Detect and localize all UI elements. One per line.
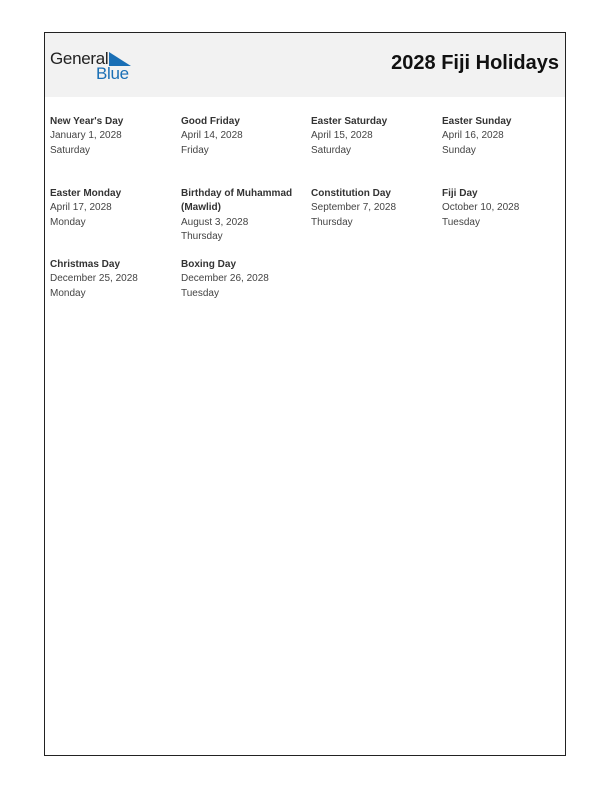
generalblue-logo	[50, 49, 140, 85]
page-title: 2028 Fiji Holidays	[391, 52, 559, 74]
holiday-name: Birthday of Muhammad (Mawlid)	[181, 188, 293, 214]
logo-blue-text: Blue	[96, 64, 129, 83]
holiday-item	[311, 187, 439, 230]
holiday-weekday: Saturday	[50, 144, 91, 156]
holiday-weekday: Sunday	[442, 144, 476, 156]
holiday-name: Easter Monday	[50, 188, 122, 199]
holiday-name: Christmas Day	[50, 259, 121, 270]
holiday-date: September 7, 2028	[311, 202, 397, 214]
holiday-item	[181, 115, 309, 158]
holiday-item	[181, 187, 309, 244]
holiday-date: August 3, 2028	[181, 216, 249, 228]
holiday-date: December 25, 2028	[50, 273, 138, 285]
page-header	[45, 33, 565, 97]
holiday-name: Easter Sunday	[442, 116, 512, 127]
holiday-weekday: Monday	[50, 216, 86, 228]
holiday-weekday: Thursday	[181, 230, 223, 242]
holiday-date: December 26, 2028	[181, 273, 269, 285]
holiday-name: Easter Saturday	[311, 116, 388, 127]
holiday-item	[50, 115, 178, 158]
holiday-weekday: Tuesday	[442, 216, 480, 228]
holiday-name: New Year's Day	[50, 116, 124, 127]
holiday-item	[311, 115, 439, 158]
holiday-date: October 10, 2028	[442, 202, 520, 214]
holiday-item	[442, 187, 570, 230]
holiday-item	[50, 258, 178, 301]
holiday-date: January 1, 2028	[50, 130, 122, 142]
holiday-weekday: Thursday	[311, 216, 353, 228]
holiday-weekday: Monday	[50, 287, 86, 299]
holiday-name: Boxing Day	[181, 259, 237, 270]
holiday-item	[50, 187, 178, 230]
holiday-item	[442, 115, 570, 158]
holiday-date: April 15, 2028	[311, 130, 373, 142]
holiday-weekday: Friday	[181, 144, 209, 156]
holiday-item	[181, 258, 309, 301]
holiday-weekday: Saturday	[311, 144, 352, 156]
holiday-name: Fiji Day	[442, 188, 478, 199]
holiday-date: April 17, 2028	[50, 202, 112, 214]
holiday-date: April 16, 2028	[442, 130, 504, 142]
calendar-page	[44, 32, 566, 756]
holiday-name: Constitution Day	[311, 188, 391, 199]
holiday-date: April 14, 2028	[181, 130, 243, 142]
holiday-name: Good Friday	[181, 116, 240, 127]
logo-general-text: General	[50, 49, 109, 68]
holiday-weekday: Tuesday	[181, 287, 219, 299]
